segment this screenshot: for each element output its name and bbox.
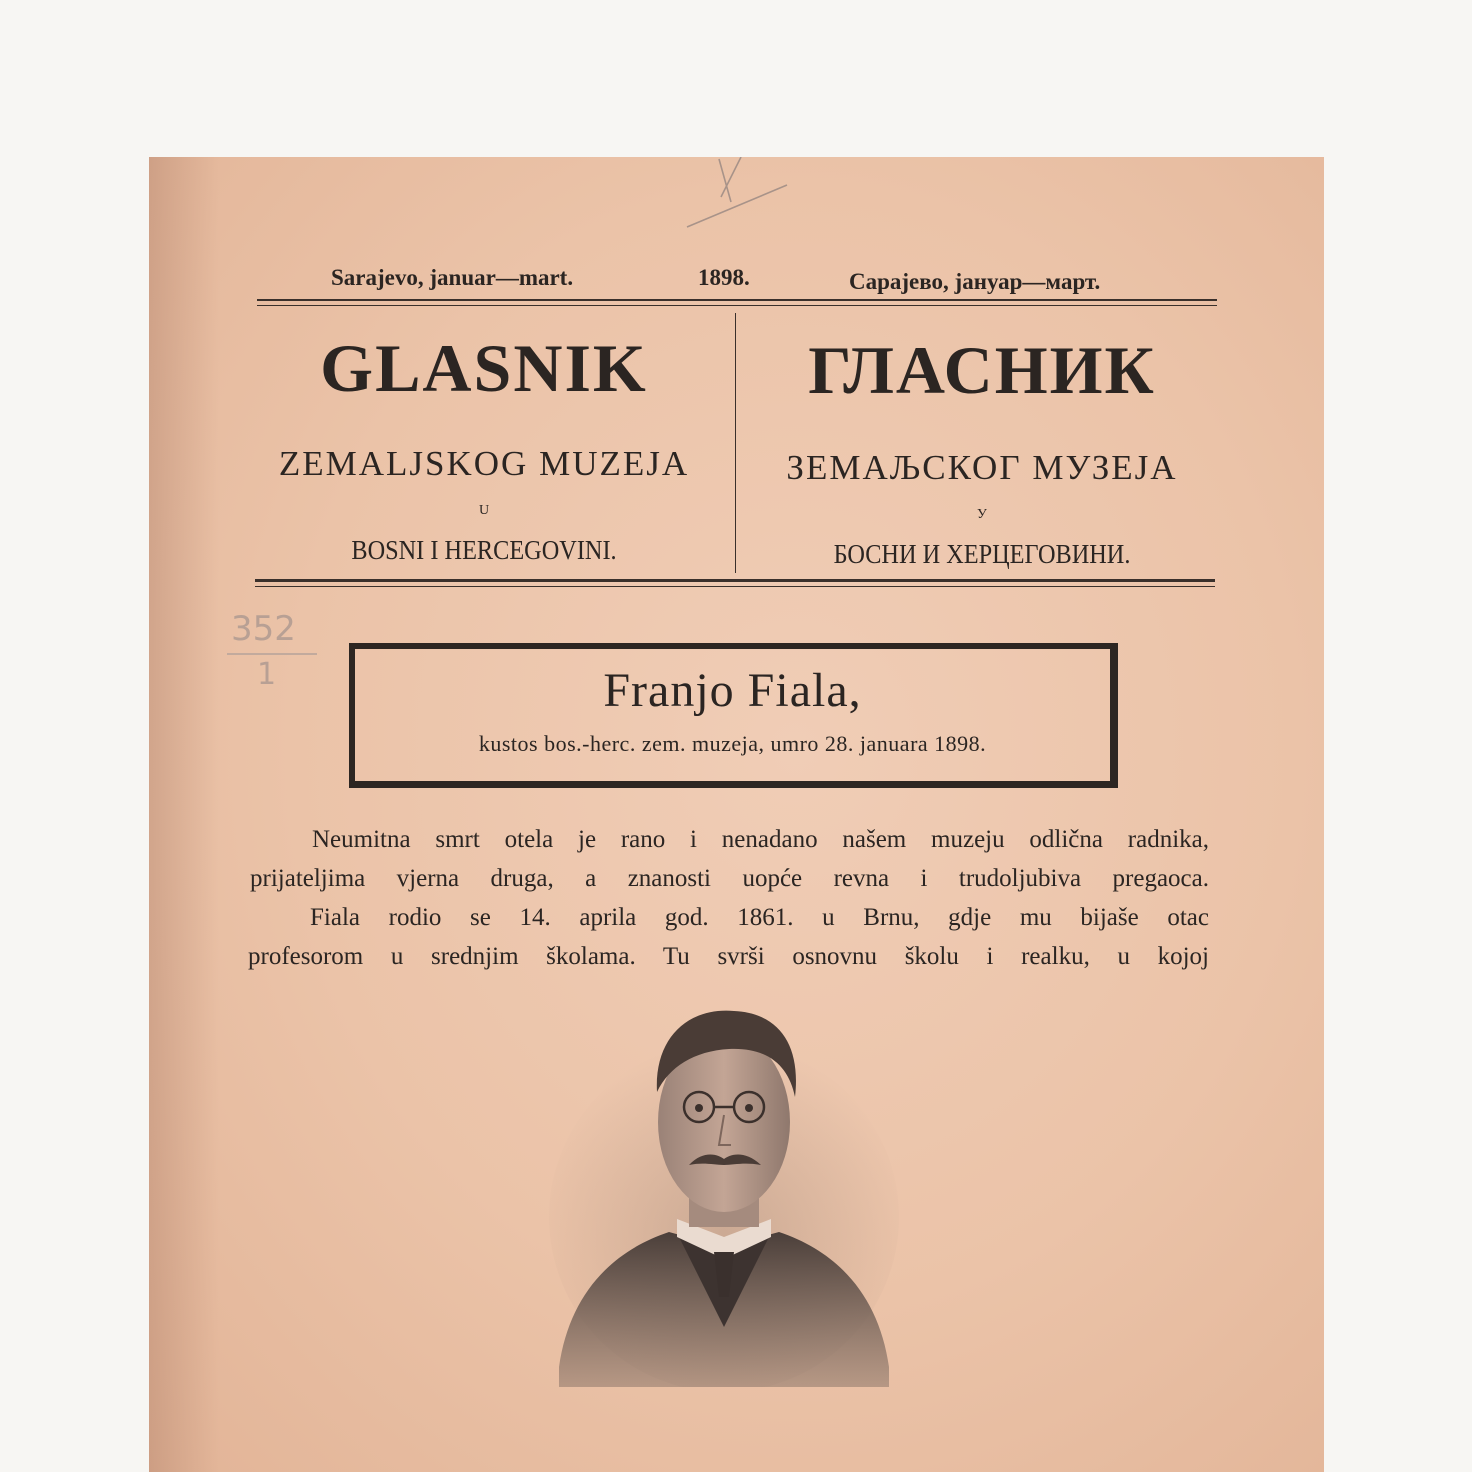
masthead-line3-cyrillic: БОСНИ И ХЕРЦЕГОВИНИ. <box>833 539 1131 569</box>
body-line-1: Neumitna smrt otela je rano i nenadano našem muzeju odlična radnika, <box>312 826 1209 853</box>
header-date-cyrillic: Сарајево, јануар—март. <box>849 269 1101 294</box>
masthead-line2-latin: U <box>478 503 490 518</box>
header-date-latin: Sarajevo, januar—mart. <box>331 265 574 290</box>
header-rule-bottom <box>257 305 1217 306</box>
masthead-title-latin: GLASNIK <box>320 330 648 406</box>
masthead-line1-cyrillic: ЗЕМАЉСКОГ МУЗЕЈА <box>786 448 1178 487</box>
header-rule-top <box>257 299 1217 301</box>
portrait-photograph <box>549 997 899 1387</box>
masthead-line3-latin: BOSNI I HERCEGOVINI. <box>351 535 617 565</box>
scanned-page <box>149 157 1324 1472</box>
header-year: 1898. <box>698 265 750 290</box>
body-line-2: prijateljima vjerna druga, a znanosti uopće revna i trudoljubiva pregaoca. <box>250 865 1209 892</box>
masthead-rule-thin <box>255 586 1215 587</box>
masthead-line1-latin: ZEMALJSKOG MUZEJA <box>278 444 690 483</box>
masthead-divider <box>735 313 736 573</box>
body-line-4: profesorom u srednjim školama. Tu svrši osnovnu školu i realku, u kojoj <box>248 943 1209 970</box>
masthead-title-cyrillic: ГЛАСНИК <box>808 332 1156 408</box>
shelf-mark-sub: 1 <box>257 657 277 692</box>
body-line-3: Fiala rodio se 14. aprila god. 1861. u Brnu, gdje mu bijaše otac <box>310 904 1209 931</box>
shelf-mark: 352 <box>231 609 296 649</box>
shelf-mark-rule <box>227 653 317 655</box>
obituary-name: Franjo Fiala, <box>603 664 862 717</box>
obituary-subtitle: kustos bos.-herc. zem. muzeja, umro 28. januara 1898. <box>478 731 987 756</box>
obituary-box <box>349 643 1118 788</box>
masthead-line2-cyrillic: У <box>977 507 987 522</box>
pencil-cross-mark <box>679 157 789 232</box>
masthead-rule <box>255 579 1215 582</box>
